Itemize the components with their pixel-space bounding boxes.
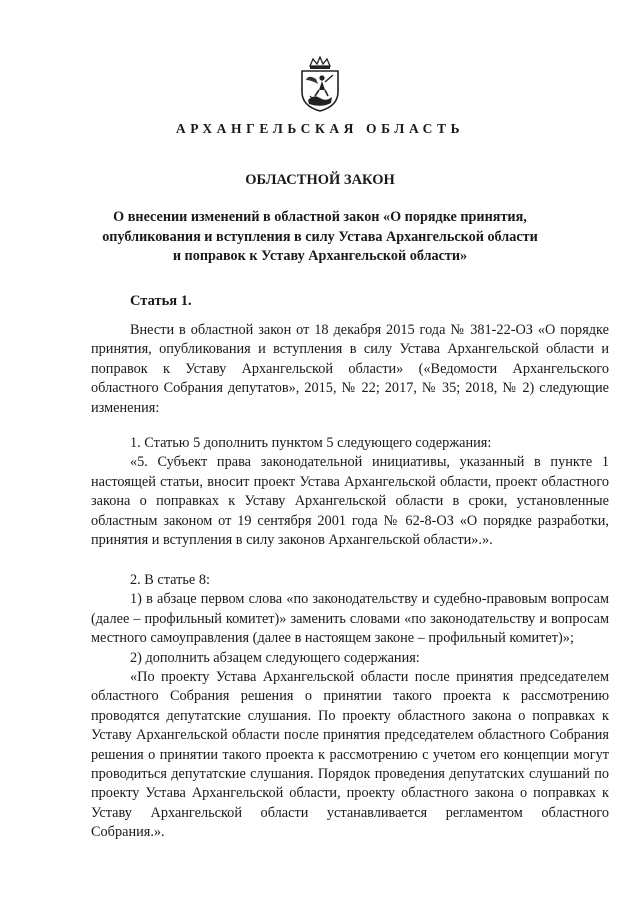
article-intro-paragraph: Внести в областной закон от 18 декабря 2015 года № 381-22-ОЗ «О порядке принятия, опубликования и вступления в силу Устава Архангельской области и поправок к Уставу Архангельской области» («Ведомости Архангельского областного Собрания депутатов», 2015, № 22; 2017, № 35; 2018, № 2) следующие изменения: — [91, 322, 609, 416]
law-title-line: опубликования и вступления в силу Устава Архангельской области — [102, 228, 538, 245]
amendment-1-text-paragraph: «5. Субъект права законодательной инициативы, указанный в пункте 1 настоящей статьи, вносит проект Устава Архангельской области, проект областного закона о поправках к Уставу Архангельской области в сроки, установленные областным законом от 19 сентября 2001 года № 62-8-ОЗ «О порядке разработки, принятия и вступления в силу законов Архангельской области».». — [91, 454, 609, 549]
law-title-line: О внесении изменений в областной закон «О порядке принятия, — [113, 209, 527, 225]
region-name: АРХАНГЕЛЬСКАЯ ОБЛАСТЬ — [175, 121, 465, 136]
article-heading: Статья 1. — [130, 293, 192, 309]
amendment-2-new-paragraph: «По проекту Устава Архангельской области после принятия председателем областного Собрания решения о принятии такого проекта к рассмотрению проводятся депутатские слушания. По проекту областного закона о поправках к Уставу Архангельской области после принятия председателем областного Собрания решения о принятии такого проекта к рассмотрению с учетом его концепции могут проводиться депутатские слушания. Порядок проведения депутатских слушаний по проекту Устава Архангельской области, проекту областного закона о поправках к Уставу Архангельской области устанавливается регламентом областного Собрания.». — [91, 669, 609, 841]
law-title — [100, 208, 540, 267]
amendment-1-paragraph: 1. Статью 5 дополнить пунктом 5 следующего содержания: — [130, 435, 492, 451]
law-title-line: и поправок к Уставу Архангельской области» — [172, 248, 468, 264]
archangel-coat-of-arms-icon — [296, 56, 344, 112]
law-type-heading: ОБЛАСТНОЙ ЗАКОН — [245, 172, 395, 188]
amendment-2-subitem-2-paragraph: 2) дополнить абзацем следующего содержания: — [130, 649, 420, 666]
amendment-2-paragraph: 2. В статье 8: — [130, 572, 210, 588]
amendment-2-block — [91, 571, 609, 843]
amendment-1-block — [91, 434, 609, 550]
amendment-2-subitem-1-paragraph: 1) в абзаце первом слова «по законодательству и судебно-правовым вопросам (далее – профильный комитет)» заменить словами «по законодательству и вопросам местного самоуправления (далее в настоящем законе – профильный комитет)»; — [91, 591, 609, 647]
article-intro-block — [91, 321, 609, 418]
